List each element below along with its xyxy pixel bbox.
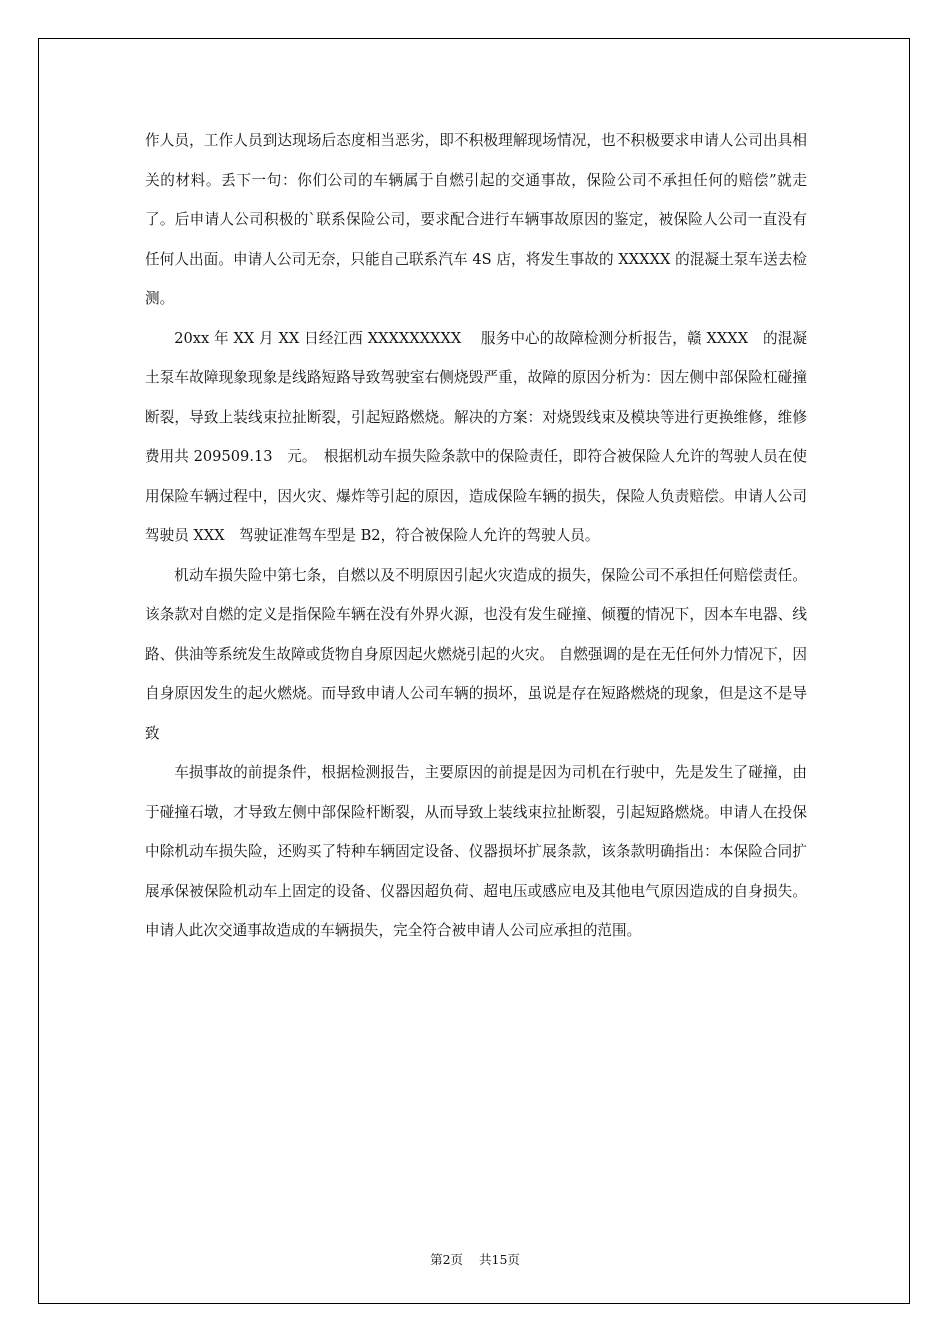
paragraph-2: 20xx 年 XX 月 XX 日经江西 XXXXXXXXX 服务中心的故障检测分析报告，赣 XXXX 的混凝土泵车故障现象现象是线路短路导致驾驶室右侧烧毁严重，故障的原因分析为：因左侧中部保险杠碰撞断裂，导致上装线束拉扯断裂，引起短路燃烧。解决的方案：对烧毁线束及模块等进行更换维修，维修费用共 209509.13 元。 根据机动车损失险条款中的保险责任，即符合被保险人允许的驾驶人员在使用保险车辆过程中，因火灾、爆炸等引起的原因，造成保险车辆的损失，保险人负责赔偿。申请人公司驾驶员 XXX 驾驶证准驾车型是 B2，符合被保险人允许的驾驶人员。 (145, 329, 807, 544)
page-total: 共15页 (479, 1252, 520, 1267)
paragraph-3: 机动车损失险中第七条，自燃以及不明原因引起火灾造成的损失，保险公司不承担任何赔偿责任。该条款对自燃的定义是指保险车辆在没有外界火源，也没有发生碰撞、倾覆的情况下，因本车电器、线路、供油等系统发生故障或货物自身原因起火燃烧引起的火灾。 自燃强调的是在无任何外力情况下，因自身原因发生的起火燃烧。而导致申请人公司车辆的损坏，虽说是存在短路燃烧的现象，但是这不是导致 (145, 566, 807, 742)
paragraph-1: 作人员，工作人员到达现场后态度相当恶劣，即不积极理解现场情况，也不积极要求申请人公司出具相关的材料。丢下一句：你们公司的车辆属于自燃引起的交通事故，保险公司不承担任何的赔偿”就走了。后申请人公司积极的`联系保险公司，要求配合进行车辆事故原因的鉴定，被保险人公司一直没有任何人出面。申请人公司无奈，只能自己联系汽车 4S 店，将发生事故的 XXXXX 的混凝土泵车送去检测。 (145, 132, 807, 307)
paragraph-4: 车损事故的前提条件，根据检测报告，主要原因的前提是因为司机在行驶中，先是发生了碰撞，由于碰撞石墩，才导致左侧中部保险杆断裂，从而导致上装线束拉扯断裂，引起短路燃烧。申请人在投保中除机动车损失险，还购买了特种车辆固定设备、仪器损坏扩展条款，该条款明确指出：本保险合同扩展承保被保险机动车上固定的设备、仪器因超负荷、超电压或感应电及其他电气原因造成的自身损失。申请人此次交通事故造成的车辆损失，完全符合被申请人公司应承担的范围。 (145, 764, 807, 939)
page-footer (0, 1250, 950, 1268)
document-body (145, 121, 807, 951)
page-number: 第2页 (430, 1252, 464, 1267)
